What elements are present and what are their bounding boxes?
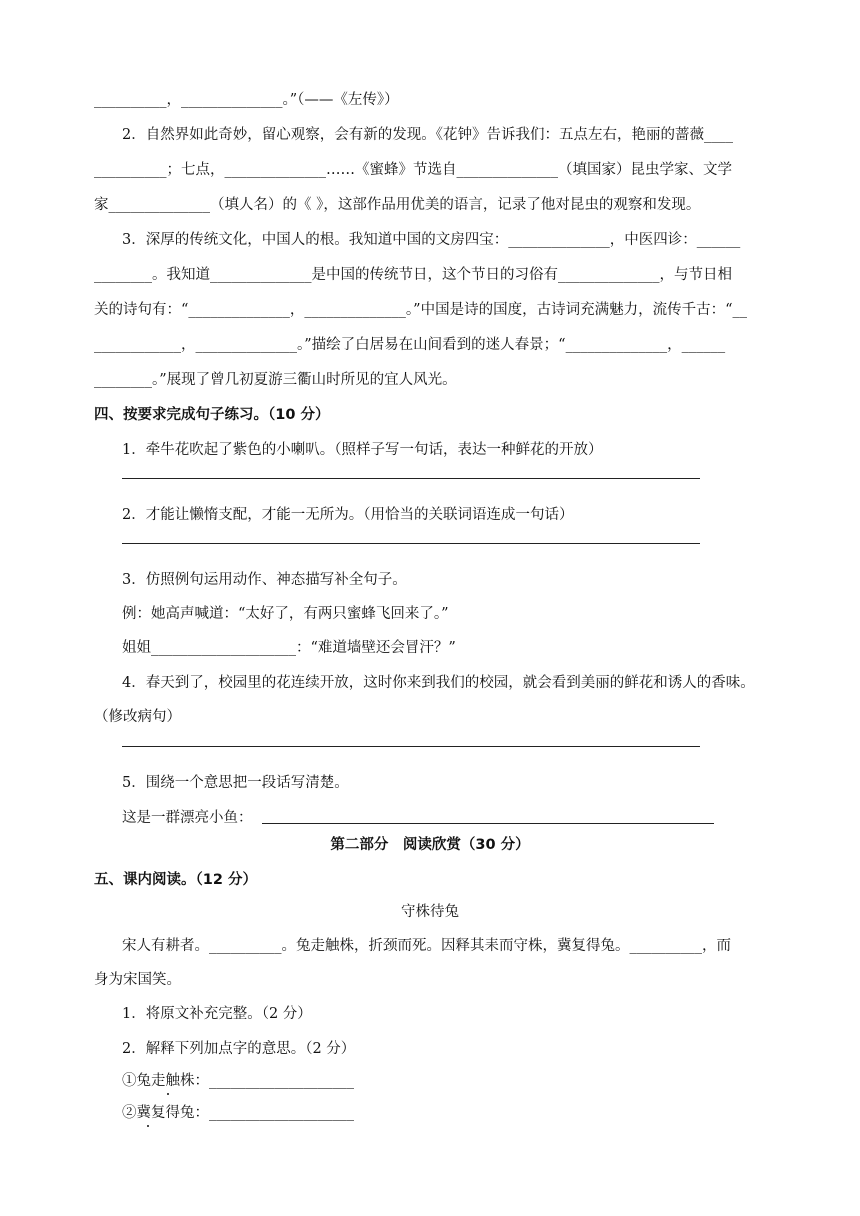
passage-line-2: 身为宋国笑。 <box>94 972 181 988</box>
answer-line[interactable] <box>122 746 700 747</box>
sentence-q3-blank: 姐姐____________________：“难道墙壁还会冒汗？” <box>122 640 456 656</box>
question-3-line-2: ________。我知道______________是中国的传统节日，这个节日的习俗有______________，与节日相 <box>94 267 732 283</box>
reading-q2: 2．解释下列加点字的意思。（2 分） <box>122 1041 356 1057</box>
answer-line[interactable] <box>122 478 700 479</box>
question-3-line-1: 3．深厚的传统文化，中国人的根。我知道中国的文房四宝：______________，中医四诊：______ <box>122 232 741 248</box>
sentence-q5-prompt: 这是一群漂亮小鱼： <box>122 810 253 826</box>
reading-q2-b: ②冀复得兔：____________________ <box>122 1105 354 1121</box>
part-2-heading: 第二部分 阅读欣赏（30 分） <box>330 837 530 853</box>
reading-q2-a: ①兔走触株：____________________ <box>122 1073 354 1089</box>
sentence-q4-note: （修改病句） <box>94 709 181 725</box>
sentence-q3-example: 例：她高声喊道：“太好了，有两只蜜蜂飞回来了。” <box>122 606 449 622</box>
section-4-heading: 四、按要求完成句子练习。（10 分） <box>94 407 330 423</box>
text-line: __________，______________。”（——《左传》） <box>94 92 399 108</box>
sentence-q1: 1．牵牛花吹起了紫色的小喇叭。（照样子写一句话，表达一种鲜花的开放） <box>122 442 603 458</box>
question-2-line-3: 家______________（填人名）的《 》，这部作品用优美的语言，记录了他对昆虫的观察和发现。 <box>94 197 701 213</box>
emphasis-dot <box>147 1125 149 1127</box>
question-2-line-1: 2．自然界如此奇妙，留心观察，会有新的发现。《花钟》告诉我们：五点左右，艳丽的蔷薇____ <box>122 127 733 143</box>
sentence-q5: 5．围绕一个意思把一段话写清楚。 <box>122 775 349 791</box>
sentence-q4: 4．春天到了，校园里的花连续开放，这时你来到我们的校园，就会看到美丽的鲜花和诱人的香味。 <box>122 675 755 691</box>
sentence-q3: 3．仿照例句运用动作、神态描写补全句子。 <box>122 572 407 588</box>
reading-q1: 1．将原文补充完整。（2 分） <box>122 1006 312 1022</box>
question-3-line-4: ____________，______________。”描绘了白居易在山间看到的迷人春景；“______________，______ <box>94 337 726 353</box>
passage-line-1: 宋人有耕者。__________。兔走触株，折颈而死。因释其耒而守株，冀复得兔。__________，而 <box>122 938 731 954</box>
emphasis-dot <box>167 1093 169 1095</box>
answer-line[interactable] <box>122 543 700 544</box>
question-2-line-2: __________；七点，______________……《蜜蜂》节选自______________（填国家）昆虫学家、文学 <box>94 162 732 178</box>
answer-line[interactable] <box>262 823 714 824</box>
question-3-line-3: 关的诗句有：“______________，______________。”中国是诗的国度，古诗词充满魅力，流传千古：“__ <box>94 302 747 318</box>
question-3-line-5: ________。”展现了曾几初夏游三衢山时所见的宜人风光。 <box>94 372 457 388</box>
sentence-q2: 2．才能让懒惰支配，才能一无所为。（用恰当的关联词语连成一句话） <box>122 507 574 523</box>
section-5-heading: 五、课内阅读。（12 分） <box>94 872 257 888</box>
passage-title: 守株待兔 <box>401 904 459 920</box>
